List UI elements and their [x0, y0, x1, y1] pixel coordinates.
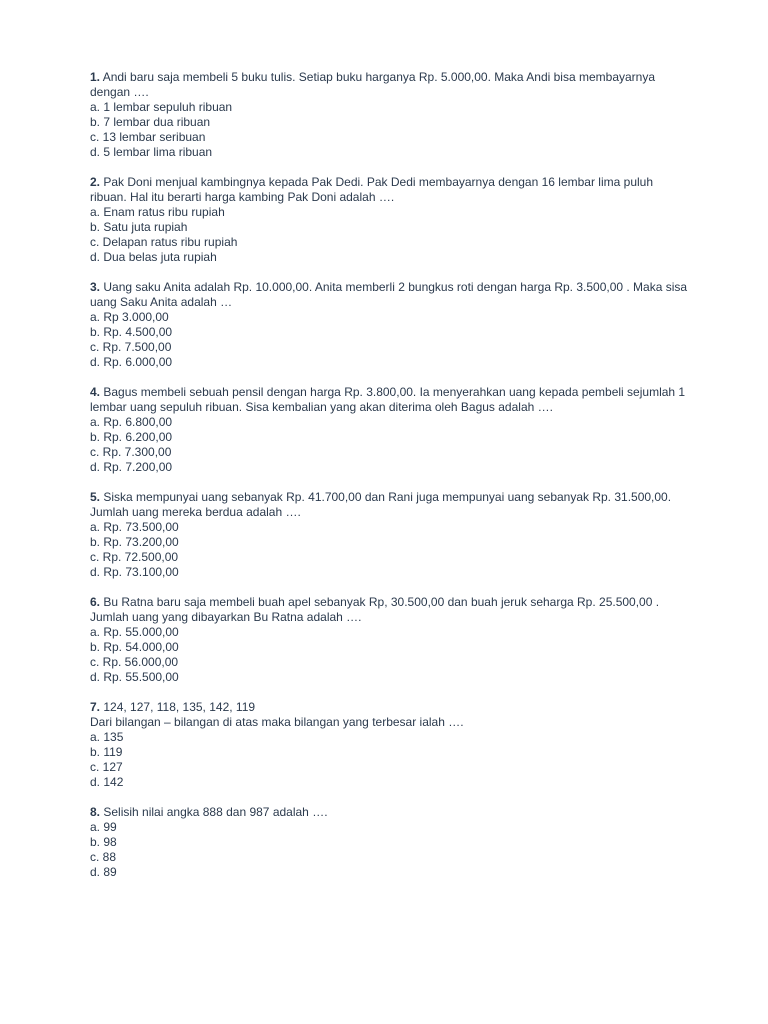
question-number: 8.	[90, 805, 101, 819]
question-5	[90, 490, 690, 580]
option-d: d. 5 lembar lima ribuan	[90, 145, 213, 159]
option-c: c. Rp. 72.500,00	[90, 550, 179, 564]
option-b: b. Satu juta rupiah	[90, 220, 188, 234]
answer-options	[90, 520, 690, 580]
option-a: a. 99	[90, 820, 117, 834]
option-c: c. 88	[90, 850, 117, 864]
question-7	[90, 700, 690, 790]
option-a: a. Rp. 6.800,00	[90, 415, 173, 429]
question-body: Uang saku Anita adalah Rp. 10.000,00. Anita memberli 2 bungkus roti dengan harga Rp. 3.500,00 . Maka sisa uang Saku Anita adalah …	[90, 280, 688, 309]
question-number: 2.	[90, 175, 101, 189]
question-text	[90, 805, 690, 820]
question-text	[90, 70, 690, 100]
option-b: b. Rp. 6.200,00	[90, 430, 173, 444]
answer-options	[90, 100, 690, 160]
question-text	[90, 385, 690, 415]
question-body: Pak Doni menjual kambingnya kepada Pak Dedi. Pak Dedi membayarnya dengan 16 lembar lima puluh ribuan. Hal itu berarti harga kambing Pak Doni adalah ….	[90, 175, 654, 204]
question-text	[90, 175, 690, 205]
option-d: d. Rp. 6.000,00	[90, 355, 173, 369]
question-1	[90, 70, 690, 160]
question-number: 6.	[90, 595, 101, 609]
option-a: a. Rp. 73.500,00	[90, 520, 179, 534]
question-number: 3.	[90, 280, 101, 294]
option-a: a. Enam ratus ribu rupiah	[90, 205, 225, 219]
question-6	[90, 595, 690, 685]
option-c: c. 13 lembar seribuan	[90, 130, 206, 144]
answer-options	[90, 205, 690, 265]
question-number: 4.	[90, 385, 101, 399]
question-text	[90, 280, 690, 310]
question-number: 5.	[90, 490, 101, 504]
question-number: 1.	[90, 70, 101, 84]
option-b: b. 119	[90, 745, 123, 759]
question-body: Siska mempunyai uang sebanyak Rp. 41.700,00 dan Rani juga mempunyai uang sebanyak Rp. 31.500,00. Jumlah uang mereka berdua adalah ….	[90, 490, 672, 519]
option-a: a. Rp. 55.000,00	[90, 625, 179, 639]
option-c: c. Rp. 7.500,00	[90, 340, 172, 354]
question-body: Dari bilangan – bilangan di atas maka bilangan yang terbesar ialah ….	[90, 715, 464, 729]
option-b: b. 98	[90, 835, 117, 849]
question-4	[90, 385, 690, 475]
question-number: 7.	[90, 700, 101, 714]
option-a: a. Rp 3.000,00	[90, 310, 169, 324]
option-d: d. Rp. 7.200,00	[90, 460, 173, 474]
question-body: Bagus membeli sebuah pensil dengan harga Rp. 3.800,00. Ia menyerahkan uang kepada pembeli sejumlah 1 lembar uang sepuluh ribuan. Sisa kembalian yang akan diterima oleh Bagus adalah ….	[90, 385, 686, 414]
quiz-document	[90, 70, 690, 895]
option-b: b. Rp. 54.000,00	[90, 640, 179, 654]
question-2	[90, 175, 690, 265]
answer-options	[90, 820, 690, 880]
option-c: c. Delapan ratus ribu rupiah	[90, 235, 238, 249]
option-c: c. 127	[90, 760, 123, 774]
option-b: b. 7 lembar dua ribuan	[90, 115, 211, 129]
option-d: d. Rp. 55.500,00	[90, 670, 179, 684]
answer-options	[90, 625, 690, 685]
option-d: d. 89	[90, 865, 117, 879]
answer-options	[90, 415, 690, 475]
option-d: d. 142	[90, 775, 124, 789]
question-body: Andi baru saja membeli 5 buku tulis. Setiap buku harganya Rp. 5.000,00. Maka Andi bisa membayarnya dengan ….	[90, 70, 656, 99]
option-b: b. Rp. 4.500,00	[90, 325, 173, 339]
option-b: b. Rp. 73.200,00	[90, 535, 179, 549]
option-c: c. Rp. 7.300,00	[90, 445, 172, 459]
question-8	[90, 805, 690, 880]
option-d: d. Rp. 73.100,00	[90, 565, 179, 579]
question-text	[90, 490, 690, 520]
option-a: a. 135	[90, 730, 124, 744]
question-text	[90, 700, 690, 715]
question-body: Selisih nilai angka 888 dan 987 adalah ….	[103, 805, 328, 819]
question-text	[90, 595, 690, 625]
option-c: c. Rp. 56.000,00	[90, 655, 179, 669]
answer-options	[90, 310, 690, 370]
option-a: a. 1 lembar sepuluh ribuan	[90, 100, 233, 114]
question-body: Bu Ratna baru saja membeli buah apel sebanyak Rp, 30.500,00 dan buah jeruk seharga Rp. 25.500,00 . Jumlah uang yang dibayarkan Bu Ratna adalah ….	[90, 595, 660, 624]
number-sequence: 124, 127, 118, 135, 142, 119	[103, 700, 256, 714]
option-d: d. Dua belas juta rupiah	[90, 250, 217, 264]
answer-options	[90, 730, 690, 790]
question-3	[90, 280, 690, 370]
